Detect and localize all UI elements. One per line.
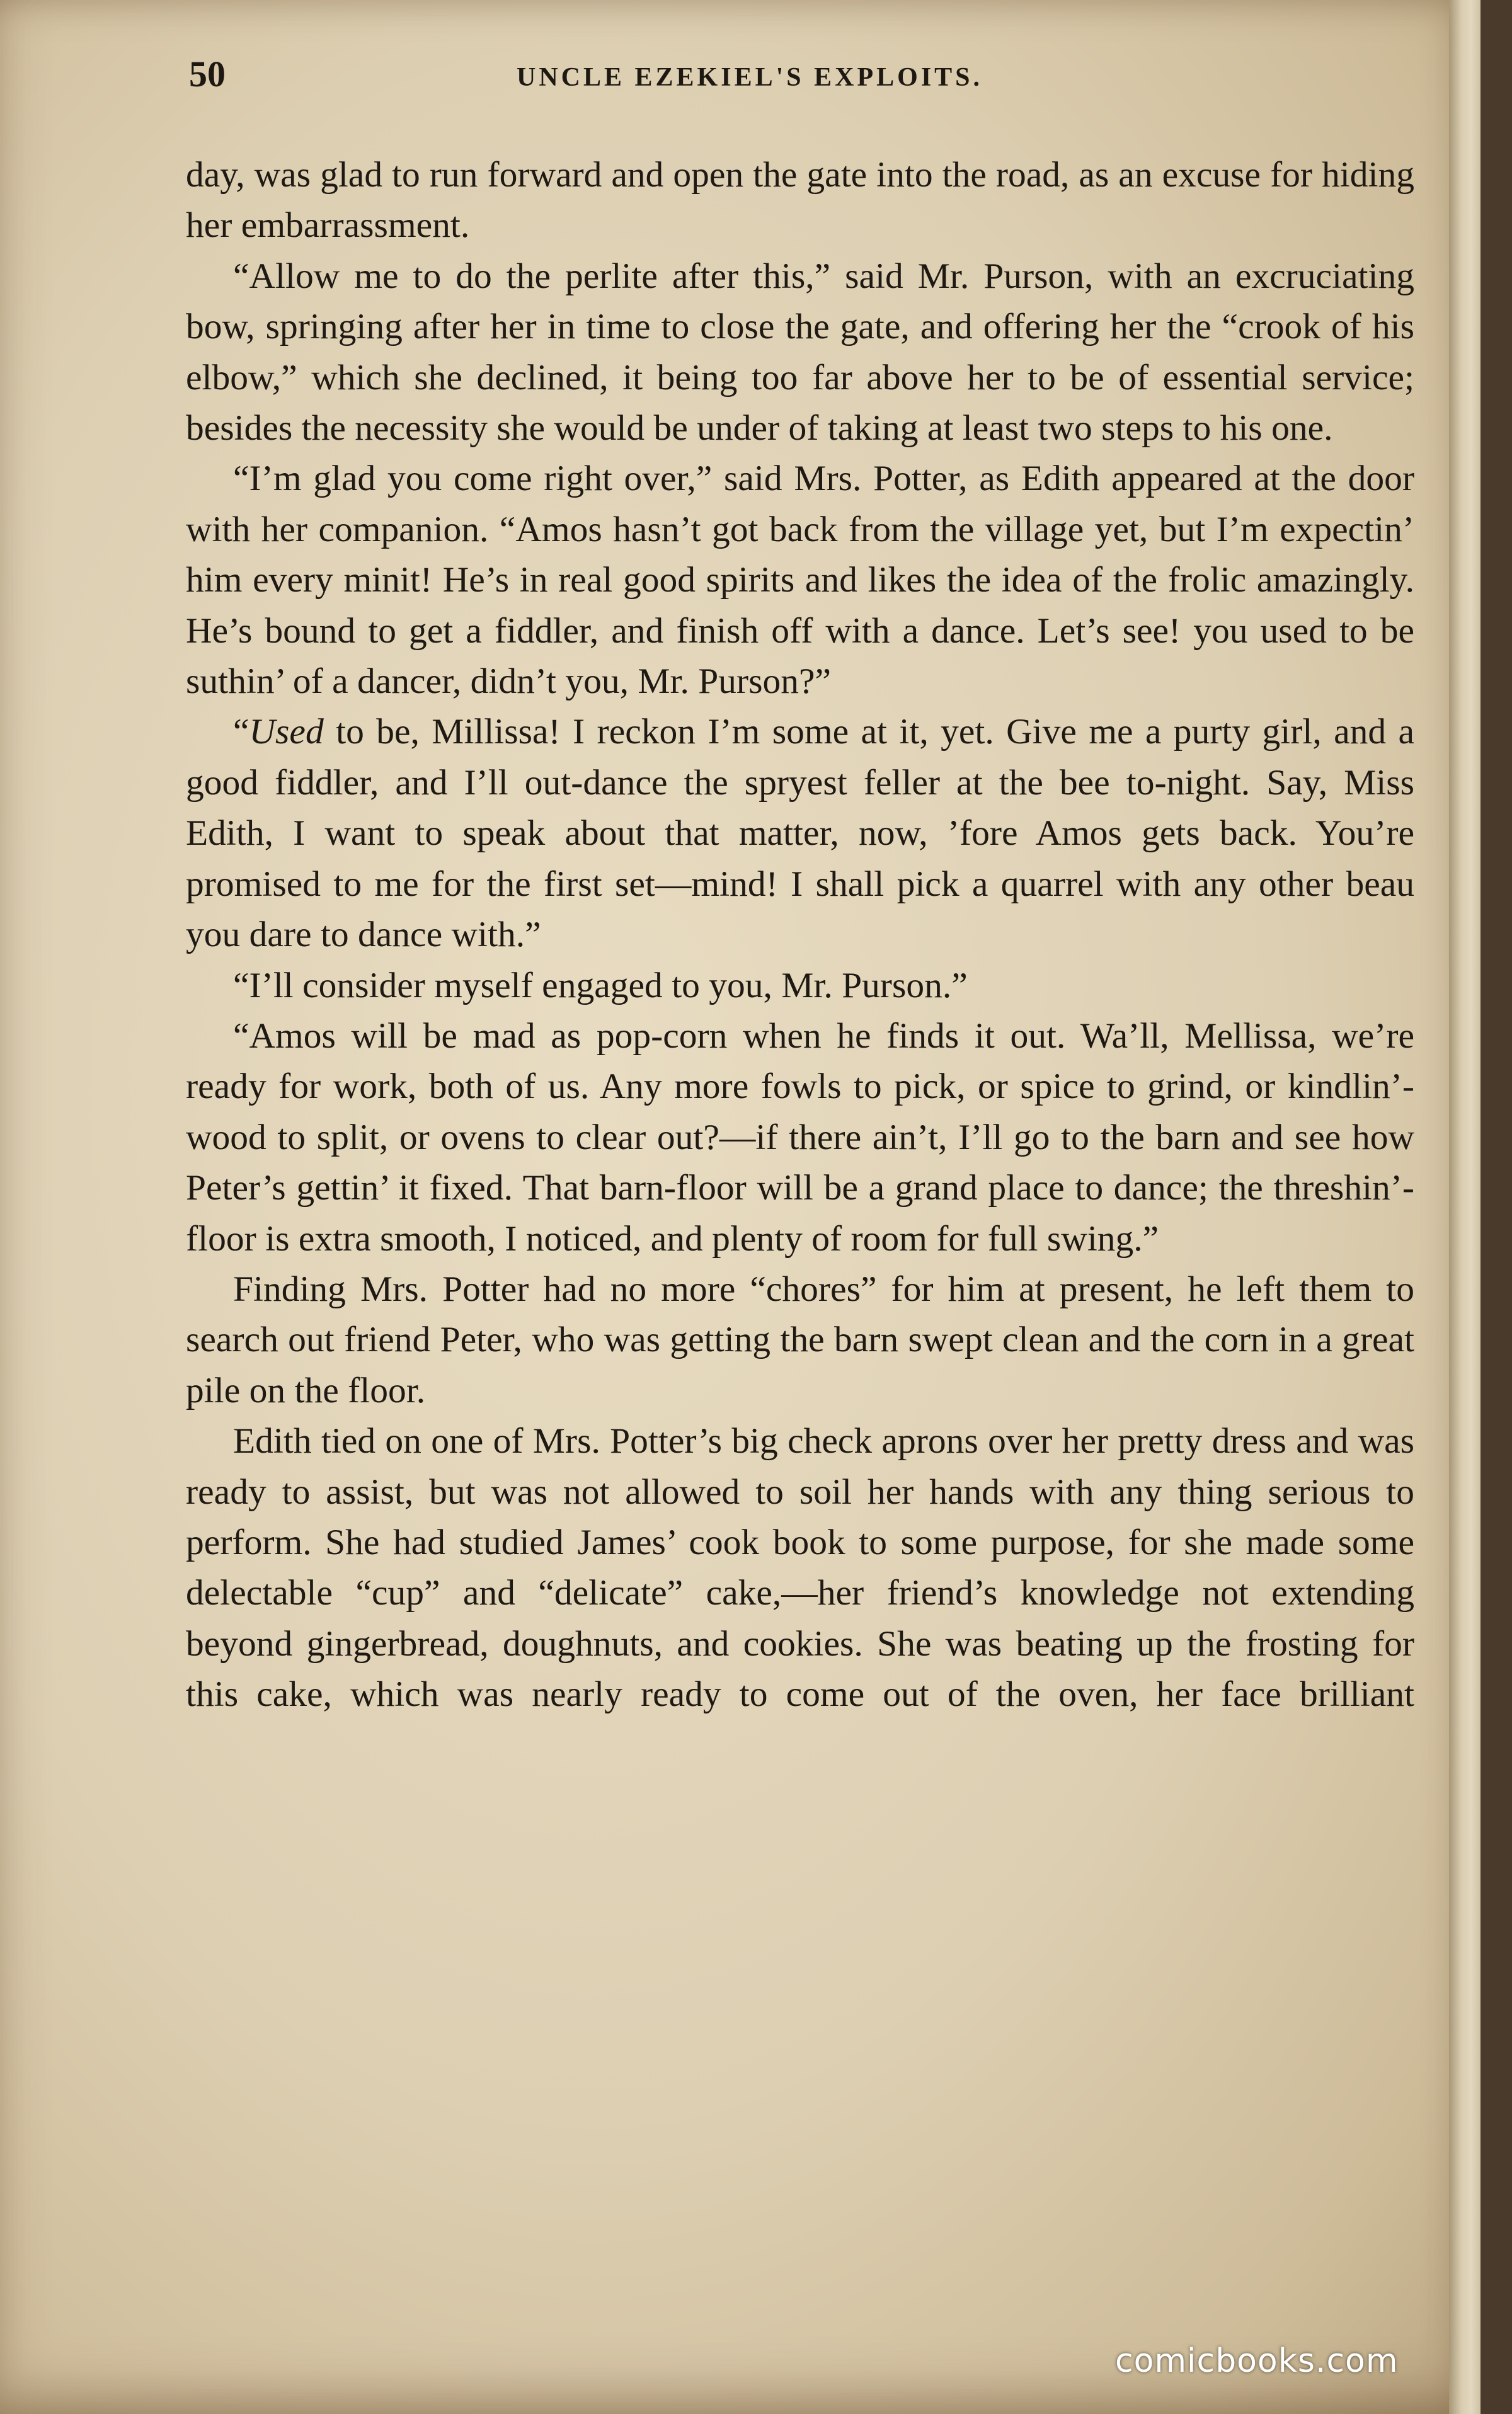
paragraph-4: “Used to be, Millissa! I reckon I’m some at it, yet. Give me a purty girl, and a good fiddler, and I’ll out-dance the spryest feller at the bee to-night. Say, Miss Edith, I want to speak about that matter, now, ’fore Amos gets back. You’re promised to me for the first set—mind! I shall pick a quarrel with any other beau you dare to dance with.” <box>186 712 1414 955</box>
paragraph-3: “I’m glad you come right over,” said Mrs. Potter, as Edith appeared at the door with her companion. “Amos hasn’t got back from the village yet, but I’m expectin’ him every minit! He’s in real good spirits and likes the idea of the frolic amazingly. He’s bound to get a fiddler, and finish off with a dance. Let’s see! you used to be suthin’ of a dancer, didn’t you, Mr. Purson?” <box>186 459 1414 702</box>
paragraph-7: Finding Mrs. Potter had no more “chores” for him at present, he left them to search out friend Peter, who was getting the barn swept clean and the corn in a great pile on the floor. <box>186 1269 1414 1410</box>
watermark: comicbooks.com <box>1115 2342 1399 2380</box>
paragraph-2: “Allow me to do the perlite after this,” said Mr. Purson, with an excruciating bow, springing after her in time to close the gate, and offering her the “crook of his elbow,” which she declined, it being too far above her to be of essential service; besides the necessity she would be under of taking at least two steps to his one. <box>186 256 1414 449</box>
page-number: 50 <box>189 54 226 94</box>
page-edge <box>1449 0 1480 2414</box>
italic-word: Used <box>249 712 324 752</box>
page-header <box>189 49 1418 100</box>
paragraph-1: day, was glad to run forward and open the gate into the road, as an excuse for hiding her embarrassment. <box>186 155 1414 246</box>
paragraph-4-text: to be, Millissa! I reckon I’m some at it, yet. Give me a purty girl, and a good fiddler, and I’ll out-dance the spryest feller at the bee to-night. Say, Miss Edith, I want to speak about that matter, now, ’fore Amos gets back. You’re promised to me for the first set—mind! I shall pick a quarrel with any other beau you dare to dance with.” <box>186 712 1414 955</box>
paragraph-5: “I’ll consider myself engaged to you, Mr. Purson.” <box>233 965 968 1005</box>
running-head: UNCLE EZEKIEL'S EXPLOITS. <box>517 63 983 92</box>
paragraph-8: Edith tied on one of Mrs. Potter’s big check aprons over her pretty dress and was ready to assist, but was not allowed to soil her hands with any thing serious to perform. She had studied James’ cook book to some purpose, for she made some delectable “cup” and “delicate” cake,—her friend’s knowledge not extending beyond gingerbread, doughnuts, and cookies. She was beating up the frosting for this cake, which was nearly ready to come out of the oven, her face brilliant <box>186 1421 1414 1715</box>
body-text <box>186 150 1414 1720</box>
paragraph-6: “Amos will be mad as pop-corn when he finds it out. Wa’ll, Mellissa, we’re ready for work, both of us. Any more fowls to pick, or spice to grind, or kindlin’-wood to split, or ovens to clear out?—if there ain’t, I’ll go to the barn and see how Peter’s gettin’ it fixed. That barn-floor will be a grand place to dance; the threshin’-floor is extra smooth, I noticed, and plenty of room for full swing.” <box>186 1015 1414 1259</box>
